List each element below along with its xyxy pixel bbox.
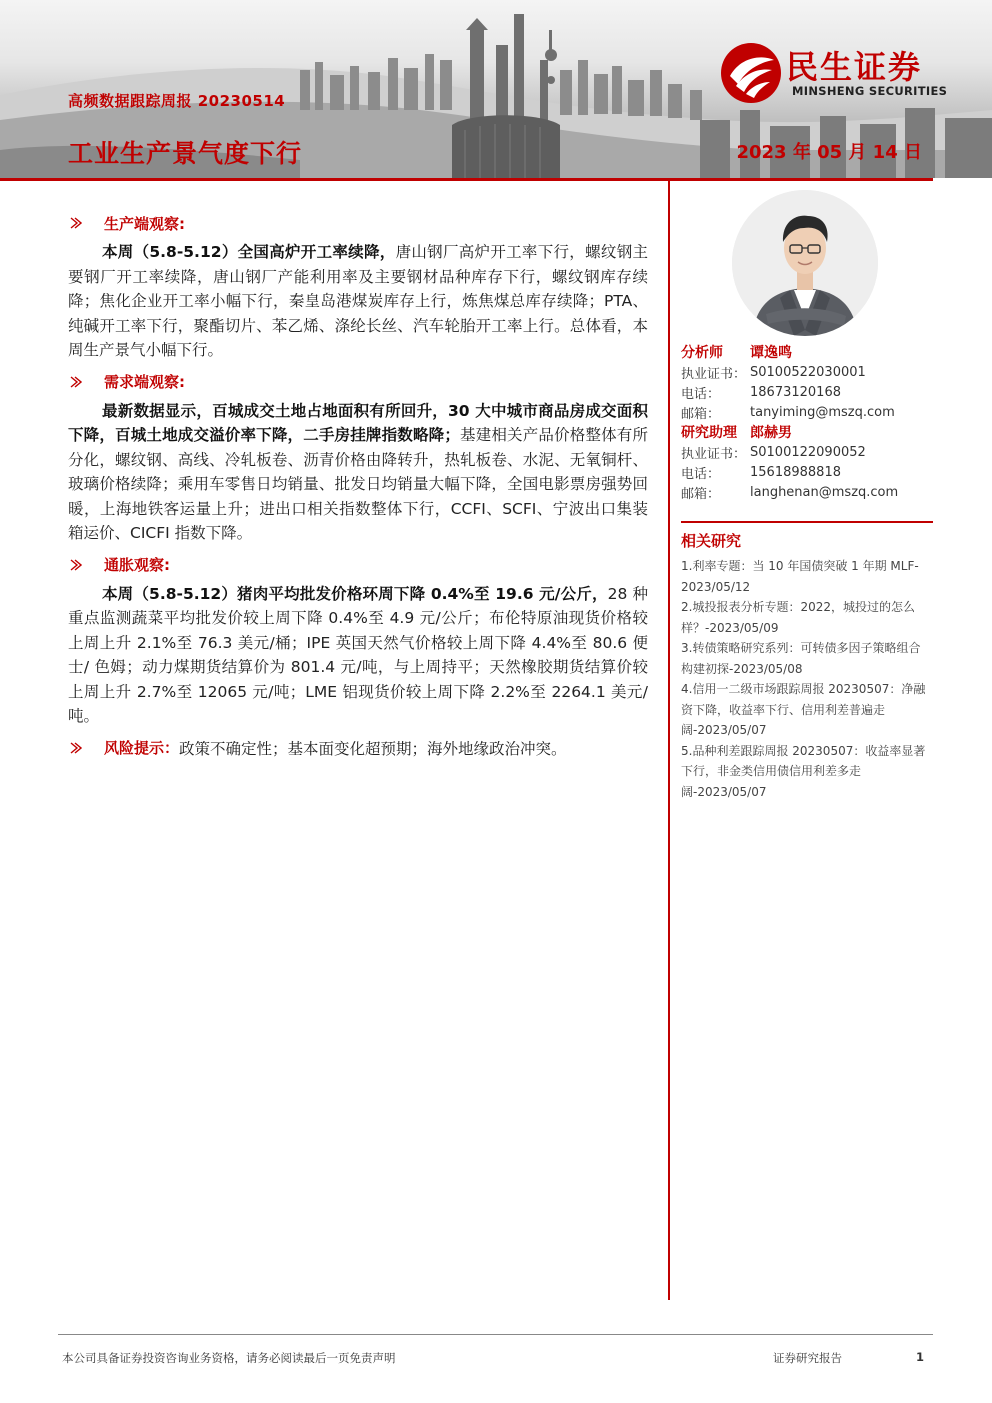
header-rule bbox=[0, 178, 933, 181]
assistant-role: 研究助理 bbox=[681, 425, 737, 441]
report-title: 工业生产景气度下行 bbox=[68, 139, 303, 168]
assistant-name: 郎赫男 bbox=[750, 425, 792, 441]
company-logo bbox=[720, 42, 970, 106]
section-lead: 本周（5.8-5.12）猪肉平均批发价格环周下降 0.4%至 19.6 元/公斤， bbox=[102, 584, 608, 603]
risk-text: 政策不确定性；基本面变化超预期；海外地缘政治冲突。 bbox=[179, 739, 567, 758]
chevron-right-icon bbox=[70, 742, 82, 754]
chevron-right-icon bbox=[70, 559, 82, 571]
assistant-field-label: 电话： bbox=[681, 466, 721, 482]
assistant-license: S0100122090052 bbox=[750, 444, 866, 460]
section-title: 通胀观察: bbox=[104, 556, 170, 574]
related-research-list bbox=[681, 556, 927, 802]
analyst-field-label: 邮箱： bbox=[681, 406, 721, 422]
header-banner bbox=[0, 0, 992, 178]
related-research-item[interactable]: 1.利率专题：当 10 年国债突破 1 年期 MLF-2023/05/12 bbox=[681, 559, 919, 594]
section-paragraph bbox=[68, 399, 648, 546]
section-body: 唐山钢厂高炉开工率下行，螺纹钢主要钢厂开工率续降，唐山钢厂产能利用率及主要钢材品种库存下行，螺纹钢库存续降；焦化企业开工率小幅下行，秦皇岛港煤炭库存上行，炼焦煤总库存续降；PTA、纯碱开工率下行，聚酯切片、苯乙烯、涤纶长丝、汽车轮胎开工率上行。总体看，本周生产景气小幅下行。 bbox=[68, 243, 648, 359]
footer-rule bbox=[58, 1334, 933, 1335]
assistant-phone: 15618988818 bbox=[750, 464, 841, 480]
related-research-item[interactable]: 2.城投报表分析专题：2022，城投过的怎么样？-2023/05/09 bbox=[681, 600, 915, 635]
assistant-email[interactable]: langhenan@mszq.com bbox=[750, 484, 899, 500]
section-title: 需求端观察: bbox=[104, 373, 185, 391]
related-research-title: 相关研究 bbox=[681, 532, 742, 550]
chevron-right-icon bbox=[70, 217, 82, 229]
analyst-role: 分析师 bbox=[681, 345, 723, 361]
section-production bbox=[68, 210, 648, 363]
report-series-label: 高频数据跟踪周报 20230514 bbox=[68, 92, 286, 110]
section-body: 基建相关产品价格整体有所分化，螺纹钢、高线、冷轧板卷、沥青价格由降转升，热轧板卷、水泥、无氧铜杆、玻璃价格续降；乘用车零售日均销量、批发日均销量大幅下降，全国电影票房强势回暖，上海地铁客运量上升；进出口相关指数整体下行，CCFI、SCFI、宁波出口集装箱运价、CICFI 指数下降。 bbox=[68, 426, 648, 542]
analyst-portrait-image bbox=[732, 190, 878, 336]
assistant-field-label: 执业证书： bbox=[681, 446, 747, 462]
section-inflation bbox=[68, 552, 648, 729]
logo-english-name: MINSHENG SECURITIES bbox=[792, 84, 948, 98]
section-lead: 最新数据显示，百城成交土地占地面积有所回升，30 大中城市商品房成交面积下降，百城土地成交溢价率下降，二手房挂牌指数略降； bbox=[68, 401, 648, 444]
related-research-item[interactable]: 3.转债策略研究系列：可转债多因子策略组合构建初探-2023/05/08 bbox=[681, 641, 921, 676]
section-paragraph bbox=[68, 582, 648, 729]
column-divider bbox=[668, 180, 670, 1300]
analyst-email[interactable]: tanyiming@mszq.com bbox=[750, 404, 895, 420]
analyst-card bbox=[681, 342, 931, 502]
section-lead: 本周（5.8-5.12）全国高炉开工率续降， bbox=[102, 243, 396, 261]
analyst-phone: 18673120168 bbox=[750, 384, 841, 400]
risk-label: 风险提示： bbox=[104, 739, 180, 757]
analyst-name: 谭逸鸣 bbox=[750, 345, 792, 361]
footer-disclaimer: 本公司具备证券投资咨询业务资格，请务必阅读最后一页免责声明 bbox=[62, 1351, 396, 1365]
analyst-field-label: 电话： bbox=[681, 386, 721, 402]
related-research-rule bbox=[681, 521, 933, 523]
main-content bbox=[68, 210, 648, 761]
section-title: 生产端观察: bbox=[104, 214, 185, 233]
section-body: 28 种重点监测蔬菜平均批发价较上周下降 0.4%至 4.9 元/公斤；布伦特原油现货价格较上周上升 2.1%至 76.3 美元/桶；IPE 英国天然气价格较上周下降 4.4%至 80.6 便士/ 色姆；动力煤期货结算价为 801.4 元/吨，与上周持平；天然橡胶期货结算价较上周上升 2.7%至 12065 元/吨；LME 铝现货价较上周下降 2.2%至 2264.1 美元/吨。 bbox=[68, 584, 649, 725]
risk-warning bbox=[68, 735, 648, 761]
chevron-right-icon bbox=[70, 376, 82, 388]
logo-name: 民生证券 bbox=[786, 48, 923, 86]
analyst-field-label: 执业证书： bbox=[681, 366, 747, 382]
related-research-item[interactable]: 4.信用一二级市场跟踪周报 20230507：净融资下降，收益率下行、信用利差普遍走阔-2023/05/07 bbox=[681, 682, 926, 737]
footer-doc-type: 证券研究报告 bbox=[773, 1351, 842, 1365]
analyst-photo bbox=[732, 190, 878, 336]
section-paragraph bbox=[68, 240, 648, 363]
logo-emblem-icon bbox=[720, 42, 782, 104]
section-demand bbox=[68, 369, 648, 546]
analyst-license: S0100522030001 bbox=[750, 364, 866, 380]
assistant-field-label: 邮箱： bbox=[681, 486, 721, 502]
page-number: 1 bbox=[916, 1350, 925, 1364]
related-research-item[interactable]: 5.品种利差跟踪周报 20230507：收益率显著下行，非金类信用债信用利差多走阔-2023/05/07 bbox=[681, 743, 926, 799]
report-date: 2023 年 05 月 14 日 bbox=[736, 142, 922, 163]
